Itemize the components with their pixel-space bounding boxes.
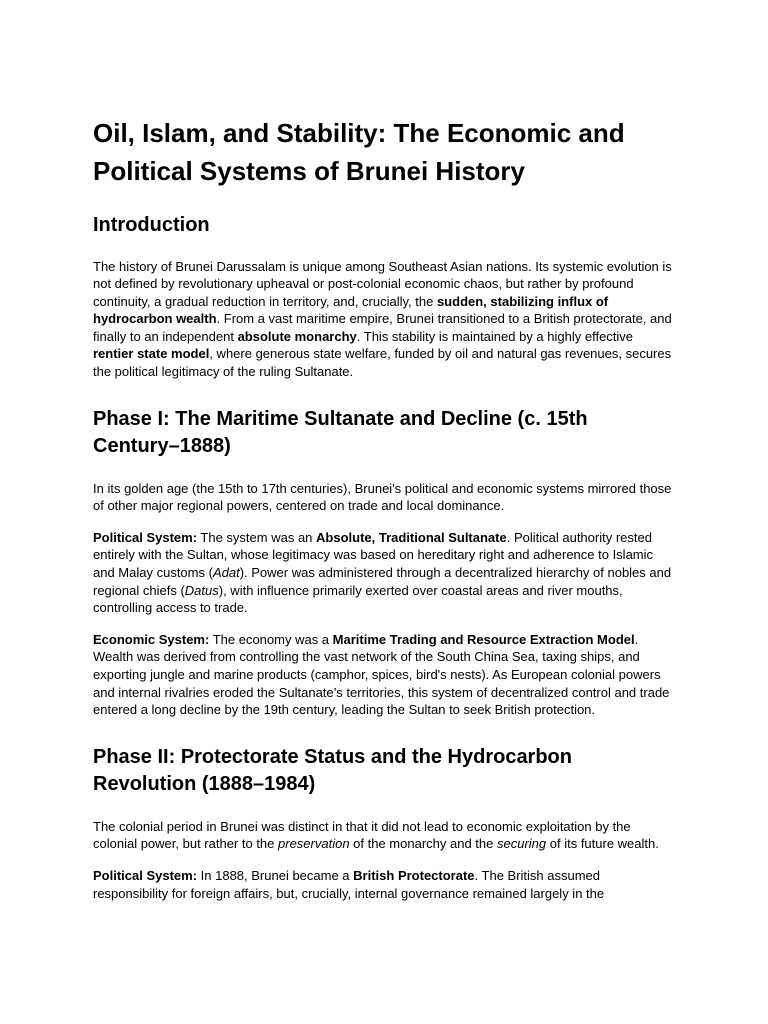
italic-run: securing	[497, 836, 547, 852]
paragraph-label: Political System:	[93, 867, 198, 883]
text-run: of the monarchy and the	[349, 836, 497, 852]
text-run: The system was an	[197, 529, 317, 545]
text-run: ). Power was administered through a decentralized hierarchy of nobles and regional chiefs (	[93, 565, 672, 598]
italic-run: Datus	[184, 582, 219, 598]
bold-run: rentier state model	[93, 346, 210, 362]
phase2-political-paragraph	[93, 867, 675, 902]
text-run: . Political authority rested entirely with the Sultan, whose legitimacy was based on hereditary right and adherence to Islamic and Malay customs (	[93, 529, 654, 581]
italic-run: Adat	[212, 565, 240, 581]
paragraph-label: Economic System:	[93, 631, 210, 647]
text-run: The history of Brunei Darussalam is unique among Southeast Asian nations. Its systemic evolution is not defined by revolutionary upheaval or post-colonial economic chaos, but rather by profound continuity, a gradual reduction in territory, and, crucially, the	[93, 258, 672, 309]
paragraph-label: Political System:	[93, 529, 198, 545]
phase1-intro-paragraph: In its golden age (the 15th to 17th centuries), Brunei's political and economic systems mirrored those of other major regional powers, centered on trade and local dominance.	[93, 480, 672, 514]
section-heading-phase-1: Phase I: The Maritime Sultanate and Decline (c. 15th Century–1888)	[93, 407, 588, 458]
text-run: The colonial period in Brunei was distinct in that it did not lead to economic exploitation by the colonial power, but rather to the	[93, 818, 631, 852]
section-heading-introduction: Introduction	[93, 214, 210, 236]
text-run: of its future wealth.	[546, 836, 659, 852]
text-run: . Wealth was derived from controlling the vast network of the South China Sea, taxing ships, and exporting jungle and marine products (camphor, spices, bird's nests). As European colonial powers and internal rivalries eroded the Sultanate’s territories, this system of decentralized control and trade entered a long decline by the 19th century, leading the Sultan to seek British protection.	[93, 631, 670, 718]
document-title: Oil, Islam, and Stability: The Economic and Political Systems of Brunei History	[93, 118, 625, 186]
phase1-political-paragraph	[93, 529, 675, 617]
text-run: In 1888, Brunei became a	[197, 867, 354, 883]
bold-run: Maritime Trading and Resource Extraction Model	[332, 631, 635, 647]
italic-run: preservation	[278, 836, 350, 852]
text-run: ), with influence primarily exerted over coastal areas and river mouths, controlling access to trade.	[93, 582, 623, 616]
text-run: . The British assumed responsibility for foreign affairs, but, crucially, internal governance remained largely in the	[93, 867, 605, 901]
phase2-intro-paragraph	[93, 818, 675, 853]
bold-run: British Protectorate	[353, 867, 475, 883]
text-run: . From a vast maritime empire, Brunei transitioned to a British protectorate, and finally to an independent	[93, 311, 672, 344]
bold-run: absolute monarchy	[237, 328, 357, 344]
text-run: . This stability is maintained by a highly effective	[356, 328, 634, 344]
bold-run: sudden, stabilizing influx of hydrocarbon wealth	[93, 293, 609, 327]
text-run: , where generous state welfare, funded by oil and natural gas revenues, secures the political legitimacy of the ruling Sultanate.	[93, 346, 672, 380]
bold-run: Absolute, Traditional Sultanate	[316, 529, 507, 545]
intro-paragraph	[93, 258, 675, 381]
phase1-economic-paragraph	[93, 631, 675, 719]
section-heading-phase-2: Phase II: Protectorate Status and the Hydrocarbon Revolution (1888–1984)	[93, 745, 572, 796]
text-run: The economy was a	[209, 631, 333, 647]
